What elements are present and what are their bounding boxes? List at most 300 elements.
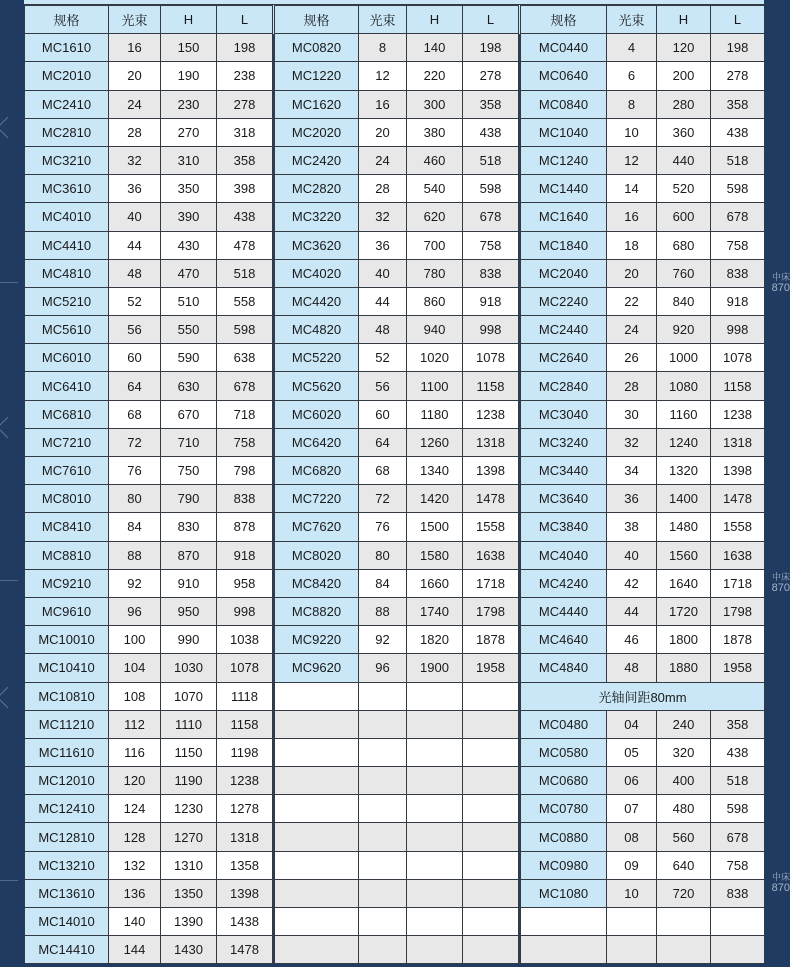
h-cell: 1260	[407, 428, 463, 456]
l-cell: 438	[463, 118, 519, 146]
l-cell: 1158	[463, 372, 519, 400]
h-cell: 240	[657, 710, 711, 738]
beam-cell: 112	[109, 710, 161, 738]
l-cell: 198	[463, 34, 519, 62]
l-cell: 1958	[711, 654, 765, 682]
beam-cell: 116	[109, 738, 161, 766]
h-cell: 140	[407, 34, 463, 62]
l-cell: 1718	[711, 569, 765, 597]
h-cell: 300	[407, 90, 463, 118]
beam-cell: 72	[359, 485, 407, 513]
h-cell: 1110	[161, 710, 217, 738]
model-cell: MC4810	[25, 259, 109, 287]
h-cell: 1340	[407, 457, 463, 485]
empty-cell	[359, 795, 407, 823]
beam-cell: 28	[109, 118, 161, 146]
spec-table	[24, 5, 765, 964]
h-cell: 1020	[407, 344, 463, 372]
model-cell: MC3040	[521, 400, 607, 428]
empty-cell	[275, 795, 359, 823]
h-cell: 600	[657, 203, 711, 231]
l-cell: 1238	[711, 400, 765, 428]
divider	[0, 282, 18, 283]
beam-cell: 34	[607, 457, 657, 485]
empty-cell	[463, 710, 519, 738]
model-cell: MC2440	[521, 316, 607, 344]
model-cell: MC3610	[25, 175, 109, 203]
beam-cell: 32	[607, 428, 657, 456]
model-cell: MC2640	[521, 344, 607, 372]
l-cell: 998	[463, 316, 519, 344]
h-cell: 760	[657, 259, 711, 287]
h-cell: 1230	[161, 795, 217, 823]
model-cell: MC5220	[275, 344, 359, 372]
h-cell: 1030	[161, 654, 217, 682]
model-cell: MC4240	[521, 569, 607, 597]
l-cell: 1278	[217, 795, 273, 823]
h-cell: 840	[657, 287, 711, 315]
beam-cell: 80	[359, 541, 407, 569]
model-cell: MC5620	[275, 372, 359, 400]
beam-cell: 88	[359, 597, 407, 625]
empty-cell	[275, 908, 359, 936]
beam-cell: 124	[109, 795, 161, 823]
l-cell: 1198	[217, 738, 273, 766]
h-cell: 1180	[407, 400, 463, 428]
model-cell: MC4020	[275, 259, 359, 287]
h-cell: 1190	[161, 767, 217, 795]
empty-cell	[407, 879, 463, 907]
model-cell: MC14410	[25, 936, 109, 964]
l-cell: 1158	[711, 372, 765, 400]
beam-cell: 64	[109, 372, 161, 400]
beam-cell: 64	[359, 428, 407, 456]
beam-cell: 92	[109, 569, 161, 597]
model-cell: MC3640	[521, 485, 607, 513]
sub-header: 光轴间距80mm	[521, 682, 765, 710]
model-cell: MC4410	[25, 231, 109, 259]
l-cell: 278	[711, 62, 765, 90]
beam-cell: 40	[607, 541, 657, 569]
l-cell: 638	[217, 344, 273, 372]
beam-cell: 24	[359, 146, 407, 174]
beam-cell: 14	[607, 175, 657, 203]
beam-cell: 40	[109, 203, 161, 231]
beam-cell: 56	[359, 372, 407, 400]
empty-cell	[359, 682, 407, 710]
beam-cell: 04	[607, 710, 657, 738]
model-cell: MC8810	[25, 541, 109, 569]
table-row	[25, 231, 765, 259]
model-cell: MC12810	[25, 823, 109, 851]
beam-cell: 20	[109, 62, 161, 90]
l-cell: 838	[711, 259, 765, 287]
h-cell: 430	[161, 231, 217, 259]
divider	[0, 580, 18, 581]
h-cell: 1400	[657, 485, 711, 513]
l-cell: 198	[217, 34, 273, 62]
l-cell: 438	[217, 203, 273, 231]
h-cell: 940	[407, 316, 463, 344]
h-cell: 1560	[657, 541, 711, 569]
h-cell: 190	[161, 62, 217, 90]
h-cell: 750	[161, 457, 217, 485]
beam-cell: 72	[109, 428, 161, 456]
table-row	[25, 541, 765, 569]
beam-cell: 76	[109, 457, 161, 485]
table-row	[25, 287, 765, 315]
beam-cell: 68	[359, 457, 407, 485]
empty-cell	[407, 767, 463, 795]
beam-cell: 30	[607, 400, 657, 428]
empty-cell	[359, 936, 407, 964]
model-cell: MC3220	[275, 203, 359, 231]
empty-cell	[359, 710, 407, 738]
h-cell: 270	[161, 118, 217, 146]
model-cell: MC11210	[25, 710, 109, 738]
empty-cell	[407, 823, 463, 851]
l-cell: 1398	[463, 457, 519, 485]
empty-cell	[607, 936, 657, 964]
empty-cell	[463, 767, 519, 795]
beam-cell: 80	[109, 485, 161, 513]
table-row	[25, 175, 765, 203]
model-cell: MC3620	[275, 231, 359, 259]
h-cell: 710	[161, 428, 217, 456]
table-row	[25, 344, 765, 372]
beam-cell: 44	[109, 231, 161, 259]
empty-cell	[407, 851, 463, 879]
beam-cell: 16	[607, 203, 657, 231]
beam-cell: 20	[359, 118, 407, 146]
l-cell: 1798	[711, 597, 765, 625]
model-cell: MC1620	[275, 90, 359, 118]
table-row	[25, 485, 765, 513]
l-cell: 878	[217, 513, 273, 541]
right-decoration	[764, 0, 790, 967]
model-cell: MC0820	[275, 34, 359, 62]
model-cell: MC1080	[521, 879, 607, 907]
table-row	[25, 316, 765, 344]
empty-cell	[407, 682, 463, 710]
beam-cell: 24	[109, 90, 161, 118]
empty-cell	[521, 908, 607, 936]
beam-cell: 05	[607, 738, 657, 766]
model-cell: MC8420	[275, 569, 359, 597]
h-cell: 1420	[407, 485, 463, 513]
model-cell: MC0580	[521, 738, 607, 766]
h-cell: 1240	[657, 428, 711, 456]
header-beam: 光束	[607, 6, 657, 34]
h-cell: 700	[407, 231, 463, 259]
edge-text-line1: 中床	[771, 572, 790, 582]
table-row	[25, 851, 765, 879]
empty-cell	[711, 908, 765, 936]
l-cell: 1878	[711, 626, 765, 654]
model-cell: MC8410	[25, 513, 109, 541]
beam-cell: 136	[109, 879, 161, 907]
model-cell: MC0840	[521, 90, 607, 118]
model-cell: MC9620	[275, 654, 359, 682]
h-cell: 1270	[161, 823, 217, 851]
model-cell: MC4420	[275, 287, 359, 315]
model-cell: MC12410	[25, 795, 109, 823]
l-cell: 238	[217, 62, 273, 90]
model-cell: MC4840	[521, 654, 607, 682]
empty-cell	[463, 851, 519, 879]
h-cell: 720	[657, 879, 711, 907]
empty-cell	[463, 936, 519, 964]
model-cell: MC6410	[25, 372, 109, 400]
l-cell: 518	[217, 259, 273, 287]
h-cell: 1580	[407, 541, 463, 569]
empty-cell	[359, 908, 407, 936]
l-cell: 198	[711, 34, 765, 62]
header-beam: 光束	[109, 6, 161, 34]
l-cell: 1478	[463, 485, 519, 513]
h-cell: 790	[161, 485, 217, 513]
l-cell: 358	[711, 90, 765, 118]
model-cell: MC0780	[521, 795, 607, 823]
beam-cell: 16	[359, 90, 407, 118]
model-cell: MC2420	[275, 146, 359, 174]
l-cell: 1318	[711, 428, 765, 456]
model-cell: MC13210	[25, 851, 109, 879]
l-cell: 1398	[711, 457, 765, 485]
beam-cell: 104	[109, 654, 161, 682]
h-cell: 620	[407, 203, 463, 231]
beam-cell: 48	[109, 259, 161, 287]
h-cell: 350	[161, 175, 217, 203]
model-cell: MC10810	[25, 682, 109, 710]
h-cell: 550	[161, 316, 217, 344]
empty-cell	[275, 682, 359, 710]
beam-cell: 96	[359, 654, 407, 682]
h-cell: 830	[161, 513, 217, 541]
beam-cell: 60	[359, 400, 407, 428]
beam-cell: 144	[109, 936, 161, 964]
l-cell: 1118	[217, 682, 273, 710]
model-cell: MC3440	[521, 457, 607, 485]
chevron-left-icon	[0, 117, 18, 138]
l-cell: 318	[217, 118, 273, 146]
l-cell: 838	[711, 879, 765, 907]
l-cell: 1718	[463, 569, 519, 597]
model-cell: MC6820	[275, 457, 359, 485]
beam-cell: 140	[109, 908, 161, 936]
model-cell: MC14010	[25, 908, 109, 936]
l-cell: 358	[217, 146, 273, 174]
beam-cell: 28	[359, 175, 407, 203]
h-cell: 1150	[161, 738, 217, 766]
h-cell: 950	[161, 597, 217, 625]
model-cell: MC2840	[521, 372, 607, 400]
l-cell: 1638	[463, 541, 519, 569]
h-cell: 560	[657, 823, 711, 851]
table-row	[25, 62, 765, 90]
header-h: H	[657, 6, 711, 34]
beam-cell: 4	[607, 34, 657, 62]
table-row	[25, 259, 765, 287]
empty-cell	[407, 908, 463, 936]
model-cell: MC6010	[25, 344, 109, 372]
beam-cell: 8	[359, 34, 407, 62]
h-cell: 310	[161, 146, 217, 174]
table-row	[25, 936, 765, 964]
model-cell: MC2010	[25, 62, 109, 90]
table-row	[25, 738, 765, 766]
model-cell: MC2240	[521, 287, 607, 315]
l-cell: 1238	[463, 400, 519, 428]
l-cell: 1558	[463, 513, 519, 541]
table-row	[25, 654, 765, 682]
empty-cell	[463, 738, 519, 766]
model-cell: MC2820	[275, 175, 359, 203]
l-cell: 1358	[217, 851, 273, 879]
l-cell: 1078	[711, 344, 765, 372]
empty-cell	[359, 767, 407, 795]
h-cell: 1160	[657, 400, 711, 428]
model-cell: MC11610	[25, 738, 109, 766]
empty-cell	[463, 908, 519, 936]
model-cell: MC7220	[275, 485, 359, 513]
h-cell: 390	[161, 203, 217, 231]
l-cell: 1038	[217, 626, 273, 654]
model-cell: MC2810	[25, 118, 109, 146]
h-cell: 200	[657, 62, 711, 90]
l-cell: 1438	[217, 908, 273, 936]
model-cell: MC7210	[25, 428, 109, 456]
beam-cell: 28	[607, 372, 657, 400]
beam-cell: 60	[109, 344, 161, 372]
h-cell: 670	[161, 400, 217, 428]
empty-cell	[711, 936, 765, 964]
h-cell: 470	[161, 259, 217, 287]
l-cell: 1398	[217, 879, 273, 907]
model-cell: MC8820	[275, 597, 359, 625]
model-cell: MC0480	[521, 710, 607, 738]
h-cell: 860	[407, 287, 463, 315]
empty-cell	[463, 823, 519, 851]
h-cell: 1080	[657, 372, 711, 400]
empty-cell	[463, 795, 519, 823]
h-cell: 680	[657, 231, 711, 259]
h-cell: 1880	[657, 654, 711, 682]
h-cell: 520	[657, 175, 711, 203]
h-cell: 870	[161, 541, 217, 569]
beam-cell: 84	[109, 513, 161, 541]
model-cell: MC12010	[25, 767, 109, 795]
edge-text-line2: 870	[771, 282, 790, 294]
model-cell: MC9610	[25, 597, 109, 625]
empty-cell	[275, 851, 359, 879]
beam-cell: 108	[109, 682, 161, 710]
model-cell: MC0680	[521, 767, 607, 795]
header-l: L	[463, 6, 519, 34]
h-cell: 510	[161, 287, 217, 315]
edge-text	[764, 872, 790, 894]
model-cell: MC9220	[275, 626, 359, 654]
edge-text	[764, 272, 790, 294]
beam-cell: 36	[607, 485, 657, 513]
beam-cell: 36	[109, 175, 161, 203]
header-h: H	[161, 6, 217, 34]
h-cell: 1740	[407, 597, 463, 625]
beam-cell: 88	[109, 541, 161, 569]
l-cell: 598	[463, 175, 519, 203]
model-cell: MC1440	[521, 175, 607, 203]
beam-cell: 52	[109, 287, 161, 315]
model-cell: MC4010	[25, 203, 109, 231]
empty-cell	[275, 936, 359, 964]
beam-cell: 100	[109, 626, 161, 654]
beam-cell: 44	[607, 597, 657, 625]
beam-cell: 42	[607, 569, 657, 597]
edge-text-line1: 中床	[771, 872, 790, 882]
beam-cell: 12	[607, 146, 657, 174]
l-cell: 1238	[217, 767, 273, 795]
beam-cell: 48	[607, 654, 657, 682]
h-cell: 230	[161, 90, 217, 118]
model-cell: MC0980	[521, 851, 607, 879]
model-cell: MC2040	[521, 259, 607, 287]
l-cell: 1958	[463, 654, 519, 682]
model-cell: MC5610	[25, 316, 109, 344]
table-row	[25, 90, 765, 118]
empty-cell	[521, 936, 607, 964]
table-row	[25, 372, 765, 400]
empty-cell	[407, 710, 463, 738]
beam-cell: 32	[359, 203, 407, 231]
beam-cell: 10	[607, 118, 657, 146]
h-cell: 1000	[657, 344, 711, 372]
model-cell: MC3240	[521, 428, 607, 456]
l-cell: 678	[711, 823, 765, 851]
l-cell: 598	[711, 175, 765, 203]
l-cell: 958	[217, 569, 273, 597]
model-cell: MC3840	[521, 513, 607, 541]
chevron-left-icon	[0, 687, 18, 708]
l-cell: 358	[463, 90, 519, 118]
l-cell: 998	[217, 597, 273, 625]
beam-cell: 52	[359, 344, 407, 372]
h-cell: 1640	[657, 569, 711, 597]
model-cell: MC1220	[275, 62, 359, 90]
l-cell: 518	[711, 767, 765, 795]
h-cell: 320	[657, 738, 711, 766]
edge-text	[764, 572, 790, 594]
empty-cell	[607, 908, 657, 936]
h-cell: 150	[161, 34, 217, 62]
empty-cell	[657, 936, 711, 964]
model-cell: MC1040	[521, 118, 607, 146]
beam-cell: 32	[109, 146, 161, 174]
table-row	[25, 513, 765, 541]
header-model: 规格	[25, 6, 109, 34]
beam-cell: 26	[607, 344, 657, 372]
beam-cell: 128	[109, 823, 161, 851]
divider	[0, 880, 18, 881]
l-cell: 758	[463, 231, 519, 259]
header-row	[25, 6, 765, 34]
h-cell: 400	[657, 767, 711, 795]
table-row	[25, 34, 765, 62]
beam-cell: 46	[607, 626, 657, 654]
empty-cell	[359, 879, 407, 907]
model-cell: MC10010	[25, 626, 109, 654]
beam-cell: 8	[607, 90, 657, 118]
table-row	[25, 879, 765, 907]
